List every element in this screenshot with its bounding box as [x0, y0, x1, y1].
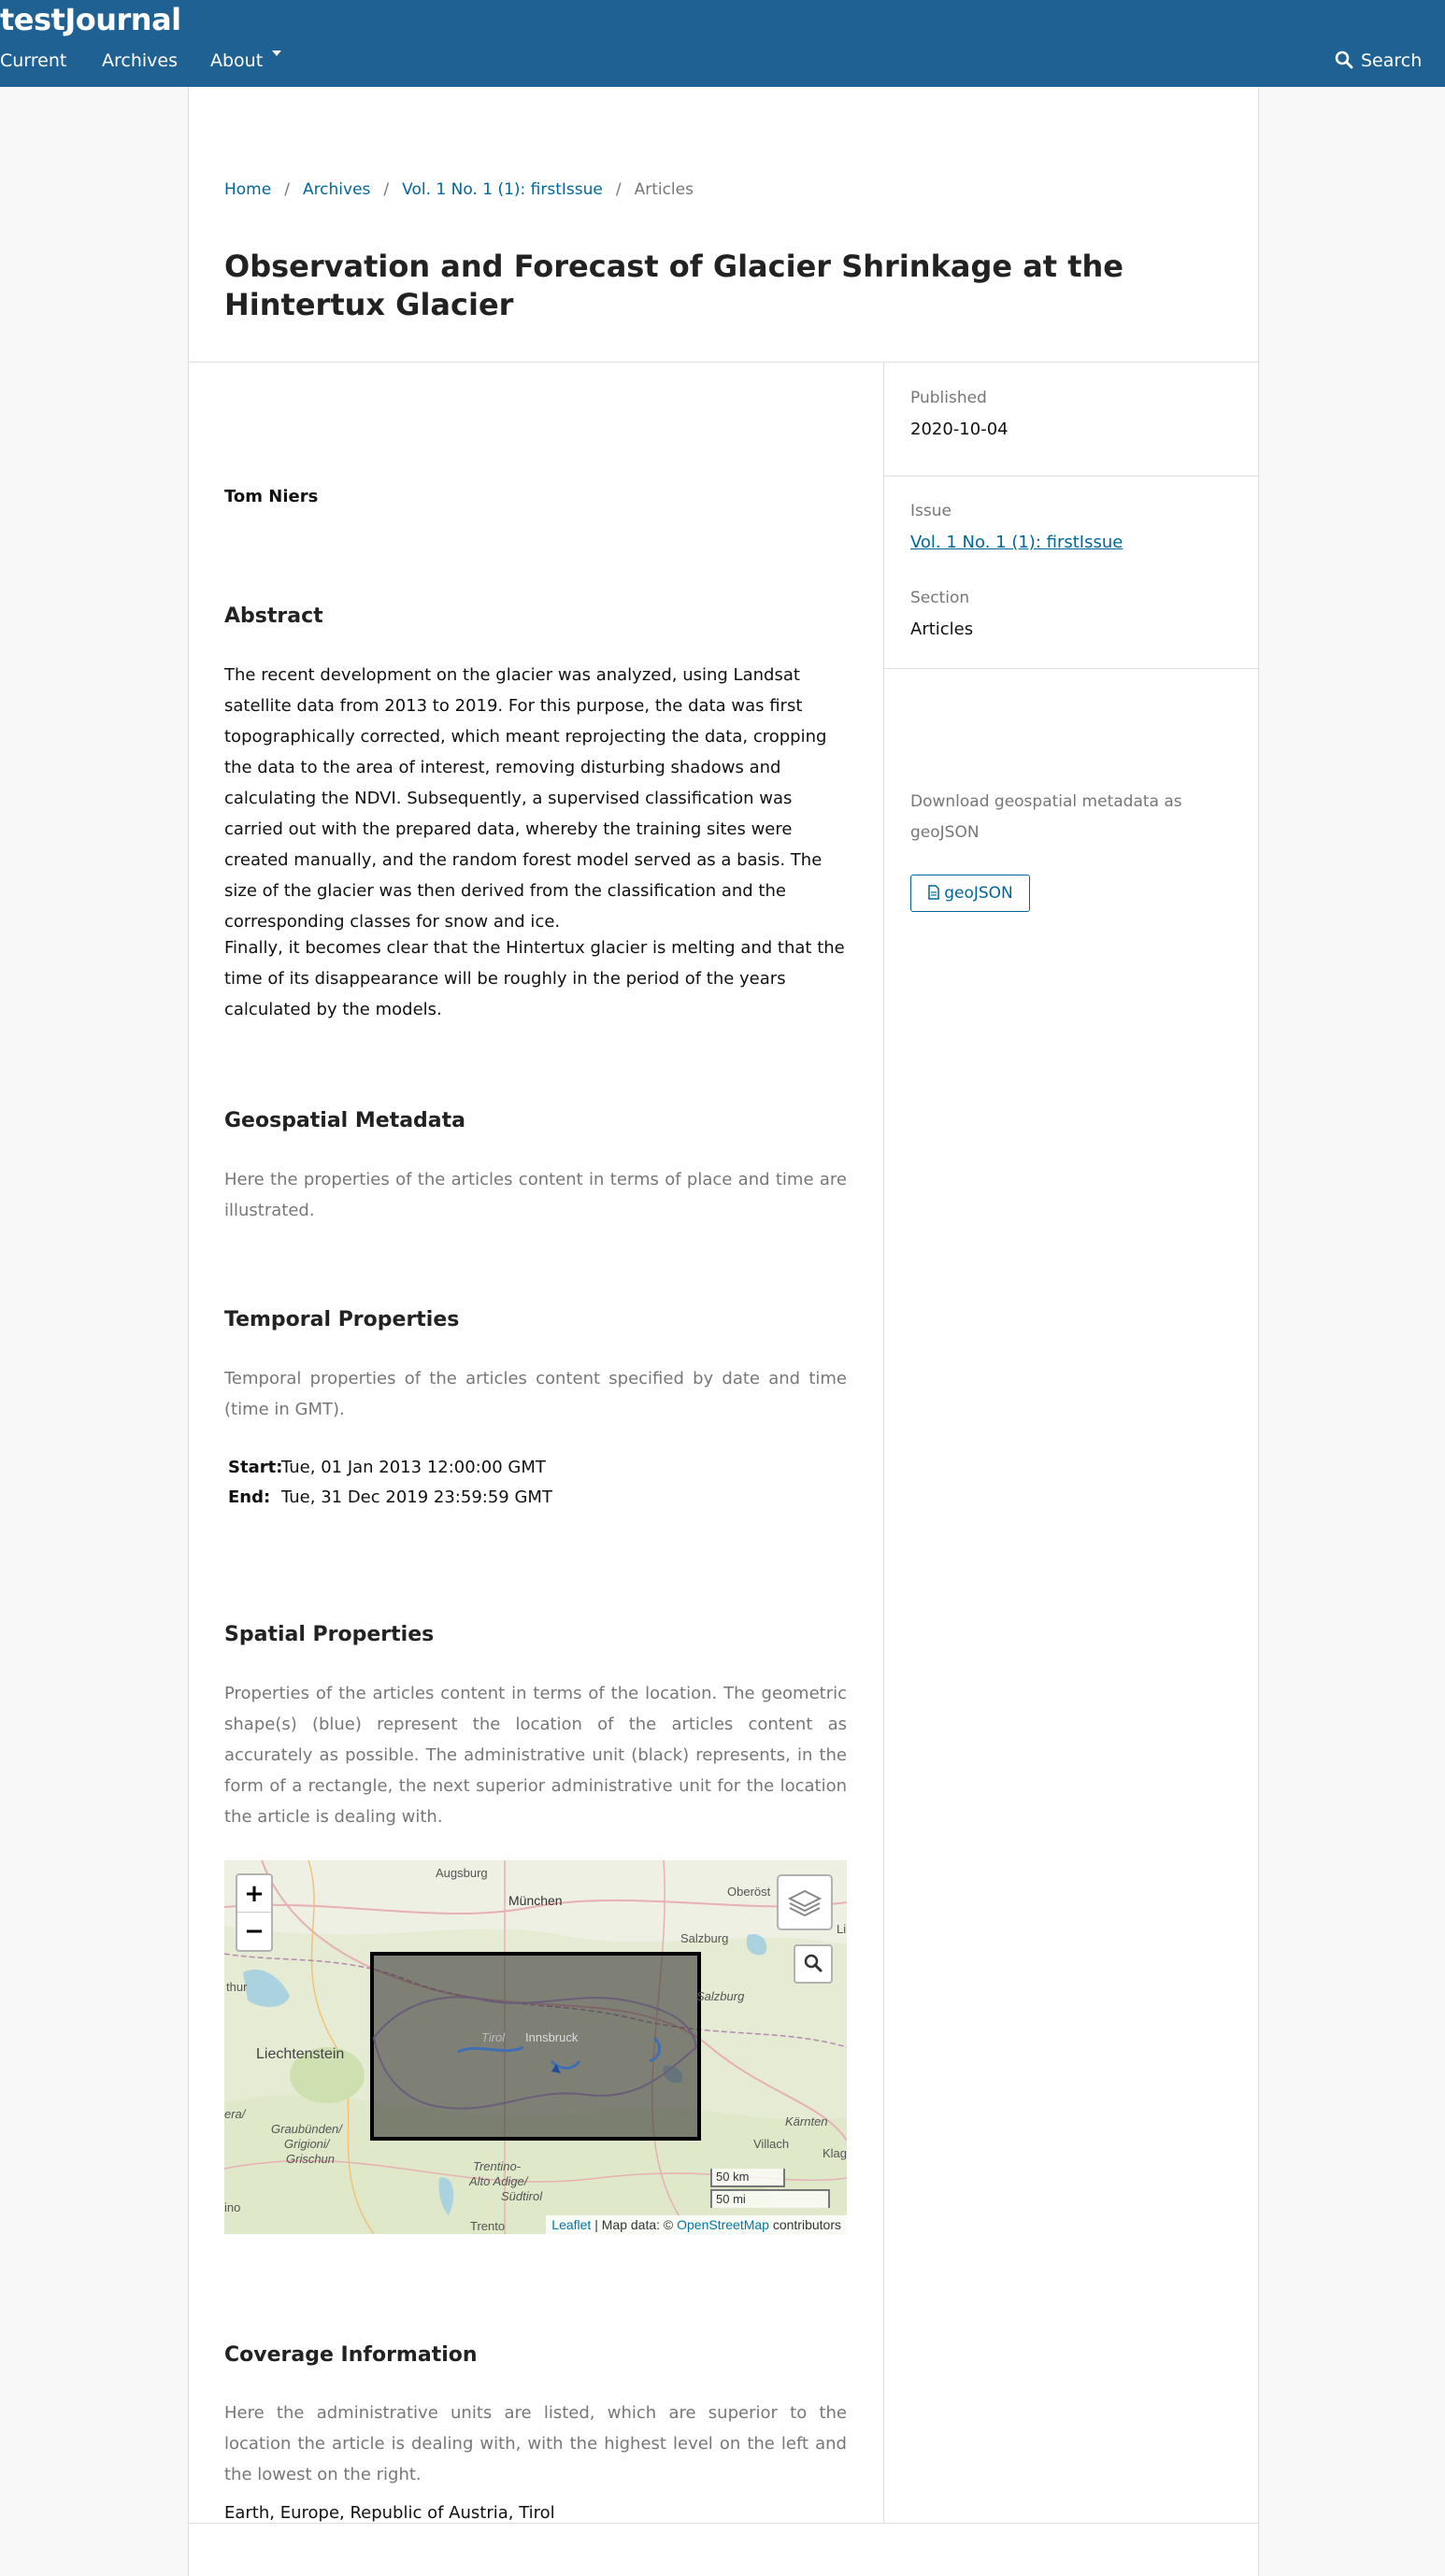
map-label-augsburg: Augsburg — [436, 1866, 488, 1880]
geojson-button-label: geoJSON — [944, 884, 1013, 903]
geospatial-text: Here the properties of the articles content in terms of place and time are illustrated. — [224, 1170, 847, 1220]
temporal-text: Temporal properties of the articles content specified by date and time (time in GMT). — [224, 1369, 847, 1419]
temporal-end — [228, 1483, 552, 1513]
published-label: Published — [910, 389, 987, 407]
published-date: 2020-10-04 — [910, 420, 1009, 439]
divider — [189, 2523, 1260, 2524]
chevron-down-icon — [272, 50, 281, 56]
map-label-alto-adige: Alto Adige/ — [469, 2174, 528, 2188]
map-label-suedtirol: Südtirol — [501, 2189, 543, 2203]
geojson-download-button[interactable] — [910, 875, 1030, 912]
divider — [884, 476, 1259, 477]
coverage-value: Earth, Europe, Republic of Austria, Tirol — [224, 2503, 555, 2523]
breadcrumb-current: Articles — [634, 180, 694, 199]
nav-about-label: About — [210, 50, 264, 71]
search-button[interactable] — [1335, 50, 1422, 71]
map-scale — [710, 2169, 830, 2208]
map-label-liechtenstein: Liechtenstein — [256, 2046, 345, 2062]
file-icon — [927, 885, 940, 900]
start-value: Tue, 01 Jan 2013 12:00:00 GMT — [281, 1458, 546, 1477]
site-header — [0, 0, 1445, 87]
nav-about[interactable] — [210, 50, 263, 71]
zoom-out-button[interactable]: − — [244, 1917, 265, 1945]
map-attribution — [546, 2215, 847, 2234]
map-label-grigioni: Grigioni/ — [284, 2137, 330, 2151]
nav-archives[interactable]: Archives — [102, 50, 178, 71]
layers-icon — [779, 1876, 831, 1928]
attribution-text: | Map data: © — [591, 2217, 678, 2232]
abstract-paragraph-1: The recent development on the glacier was analyzed, using Landsat satellite data from 2013 to 2019. For this purpose, the data was first topographically corrected, which meant reprojecting the data, cropping the data to the area of interest, removing disturbing shadows and calculating the NDVI. Subsequently, a supervised classification was carried out with the prepared data, whereby the training sites were created manually, and the random forest model served as a basis. The size of the glacier was then derived from the classification and the corresponding classes for snow and ice. — [224, 665, 827, 932]
magnifier-icon — [795, 1946, 831, 1982]
issue-link[interactable]: Vol. 1 No. 1 (1): firstIssue — [910, 533, 1123, 552]
spatial-map[interactable] — [224, 1860, 847, 2234]
download-text: Download geospatial metadata as geoJSON — [910, 792, 1182, 842]
spatial-heading: Spatial Properties — [224, 1623, 435, 1646]
breadcrumb-home[interactable]: Home — [224, 180, 272, 199]
osm-link[interactable]: OpenStreetMap — [677, 2217, 769, 2232]
map-label-ino: ino — [224, 2200, 241, 2214]
map-label-grischun: Grischun — [286, 2152, 336, 2166]
map-label-klag: Klag — [823, 2146, 847, 2160]
end-label: End: — [228, 1487, 271, 1507]
breadcrumb — [224, 180, 694, 199]
zoom-in-button[interactable]: + — [237, 1875, 271, 1913]
layers-button[interactable] — [777, 1874, 833, 1930]
breadcrumb-separator: / — [615, 180, 622, 199]
page-title: Observation and Forecast of Glacier Shrinkage at the Hintertux Glacier — [224, 249, 1123, 322]
map-label-li: Li — [837, 1922, 847, 1936]
spatial-text: Properties of the articles content in terms of the location. The geometric shape(s) (blue) represent the location of the articles content as accurately as possible. The administrative unit (black) represents, in the form of a rectangle, the next superior administrative unit for the location the article is dealing with. — [224, 1684, 847, 1827]
map-search-button[interactable] — [794, 1944, 833, 1984]
author-name: Tom Niers — [224, 487, 319, 506]
search-label: Search — [1361, 50, 1423, 71]
coverage-heading: Coverage Information — [224, 2343, 478, 2367]
map-label-oberoest: Oberöst — [727, 1885, 771, 1899]
breadcrumb-archives[interactable]: Archives — [302, 180, 371, 199]
map-label-tirol: Tirol — [481, 2030, 506, 2044]
section-label: Section — [910, 589, 970, 607]
nav-current[interactable]: Current — [0, 50, 67, 71]
map-label-kaernten: Kärnten — [785, 2114, 828, 2128]
search-icon — [1335, 50, 1353, 69]
divider — [189, 362, 1260, 363]
article-page — [188, 87, 1259, 2576]
map-label-villach: Villach — [753, 2137, 790, 2151]
zoom-control — [236, 1873, 273, 1952]
map-label-thur: thur — [226, 1980, 248, 1994]
map-label-graubuenden: Graubünden/ — [271, 2122, 342, 2136]
geospatial-heading: Geospatial Metadata — [224, 1109, 466, 1132]
temporal-heading: Temporal Properties — [224, 1308, 460, 1331]
abstract-heading: Abstract — [224, 605, 323, 628]
temporal-start — [228, 1453, 546, 1483]
attribution-contributors: contributors — [768, 2217, 841, 2232]
scale-km: 50 km — [710, 2169, 785, 2187]
map-label-innsbruck: Innsbruck — [525, 2030, 579, 2044]
map-label-salzburg-city: Salzburg — [680, 1931, 729, 1945]
breadcrumb-separator: / — [383, 180, 390, 199]
column-divider — [883, 363, 884, 2523]
map-label-salzburg-state: Salzburg — [696, 1989, 745, 2003]
section-value: Articles — [910, 619, 974, 639]
map-label-era: era/ — [224, 2107, 246, 2121]
map-label-trentino: Trentino- — [473, 2159, 522, 2173]
map-label-muenchen: München — [508, 1893, 563, 1908]
scale-mi: 50 mi — [710, 2189, 830, 2208]
map-label-trento: Trento — [470, 2219, 506, 2233]
site-title[interactable]: testJournal — [0, 2, 181, 37]
leaflet-link[interactable]: Leaflet — [551, 2217, 592, 2232]
issue-label: Issue — [910, 502, 951, 520]
divider — [884, 668, 1259, 669]
end-value: Tue, 31 Dec 2019 23:59:59 GMT — [281, 1487, 552, 1507]
breadcrumb-issue[interactable]: Vol. 1 No. 1 (1): firstIssue — [402, 180, 603, 199]
abstract-paragraph-2: Finally, it becomes clear that the Hintertux glacier is melting and that the time of its disappearance will be roughly in the period of the years calculated by the models. — [224, 938, 845, 1019]
coverage-text: Here the administrative units are listed, which are superior to the location the article is dealing with, with the highest level on the left and the lowest on the right. — [224, 2403, 847, 2484]
start-label: Start: — [228, 1458, 283, 1477]
breadcrumb-separator: / — [284, 180, 290, 199]
